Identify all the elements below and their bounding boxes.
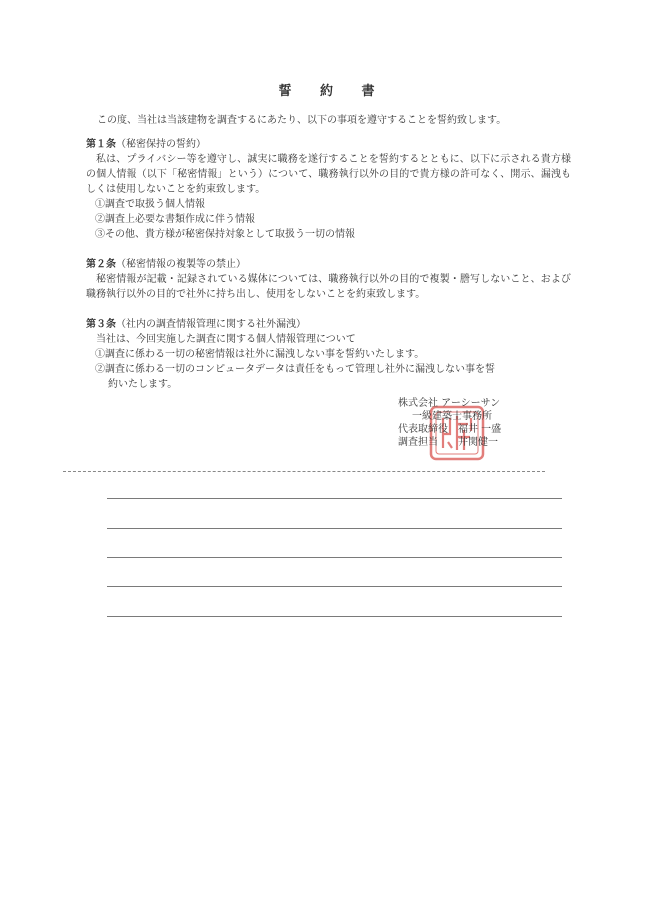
article-1-body: 私は、プライバシー等を遵守し、誠実に職務を遂行することを誓約するとともに、以下に示される貴方様の個人情報（以下「秘密情報」という）について、職務執行以外の目的で貴方様の許可なく、開示、漏洩もしくは使用しないことを約束致します。: [86, 154, 571, 195]
article-3-item-2: [86, 362, 571, 392]
article-3-title: （社内の調査情報管理に関する社外漏洩）: [116, 319, 306, 330]
article-3: [86, 317, 571, 392]
article-1-title: （秘密保持の誓約）: [116, 139, 206, 150]
article-3-intro: 当社は、今回実施した調査に関する個人情報管理について: [96, 334, 356, 345]
article-1: [86, 137, 571, 242]
article-3-item-1: ①調査に係わる一切の秘密情報は社外に漏洩しない事を誓約いたします。: [95, 349, 425, 360]
signature-office: 一級建築士事務所: [412, 411, 492, 422]
article-3-heading: [86, 317, 571, 332]
cut-line-divider: [63, 471, 545, 472]
article-2-body: 秘密情報が記載・記録されている媒体については、職務執行以外の目的で複製・謄写しないこと、および職務執行以外の目的で社外に持ち出し、使用をしないことを約束致します。: [86, 274, 571, 300]
document-title: 誓 約 書: [278, 84, 387, 99]
writing-line[interactable]: [107, 557, 562, 558]
signature-block: [398, 397, 501, 449]
article-3-item-2-line-2: 約いたします。: [108, 379, 178, 390]
article-1-item-1: ①調査で取扱う個人情報: [95, 199, 205, 210]
signature-representative: 代表取締役 福井 一盛: [398, 424, 502, 435]
article-1-item-2: ②調査上必要な書類作成に伴う情報: [95, 214, 255, 225]
signature-company: 株式会社 アーシーサン: [398, 398, 501, 409]
article-2-heading: [86, 257, 571, 272]
writing-line[interactable]: [107, 586, 562, 587]
article-2: [86, 257, 571, 302]
article-2-title: （秘密情報の複製等の禁止）: [116, 259, 246, 270]
writing-line[interactable]: [107, 498, 562, 499]
article-1-item-3: ③その他、貴方様が秘密保持対象として取扱う一切の情報: [95, 229, 355, 240]
intro-text: この度、当社は当該建物を調査するにあたり、以下の事項を遵守することを誓約致します。: [97, 115, 507, 126]
article-3-item-2-line-1: ②調査に係わる一切のコンピュータデータは責任をもって管理し社外に漏洩しない事を誓: [95, 364, 495, 375]
article-1-heading: [86, 137, 571, 152]
article-2-number: 第２条: [86, 259, 116, 270]
signature-investigator: 調査担当 井関健一: [398, 437, 498, 448]
article-1-number: 第１条: [86, 139, 116, 150]
writing-line[interactable]: [107, 528, 562, 529]
article-3-number: 第３条: [86, 319, 116, 330]
writing-line[interactable]: [107, 616, 562, 617]
